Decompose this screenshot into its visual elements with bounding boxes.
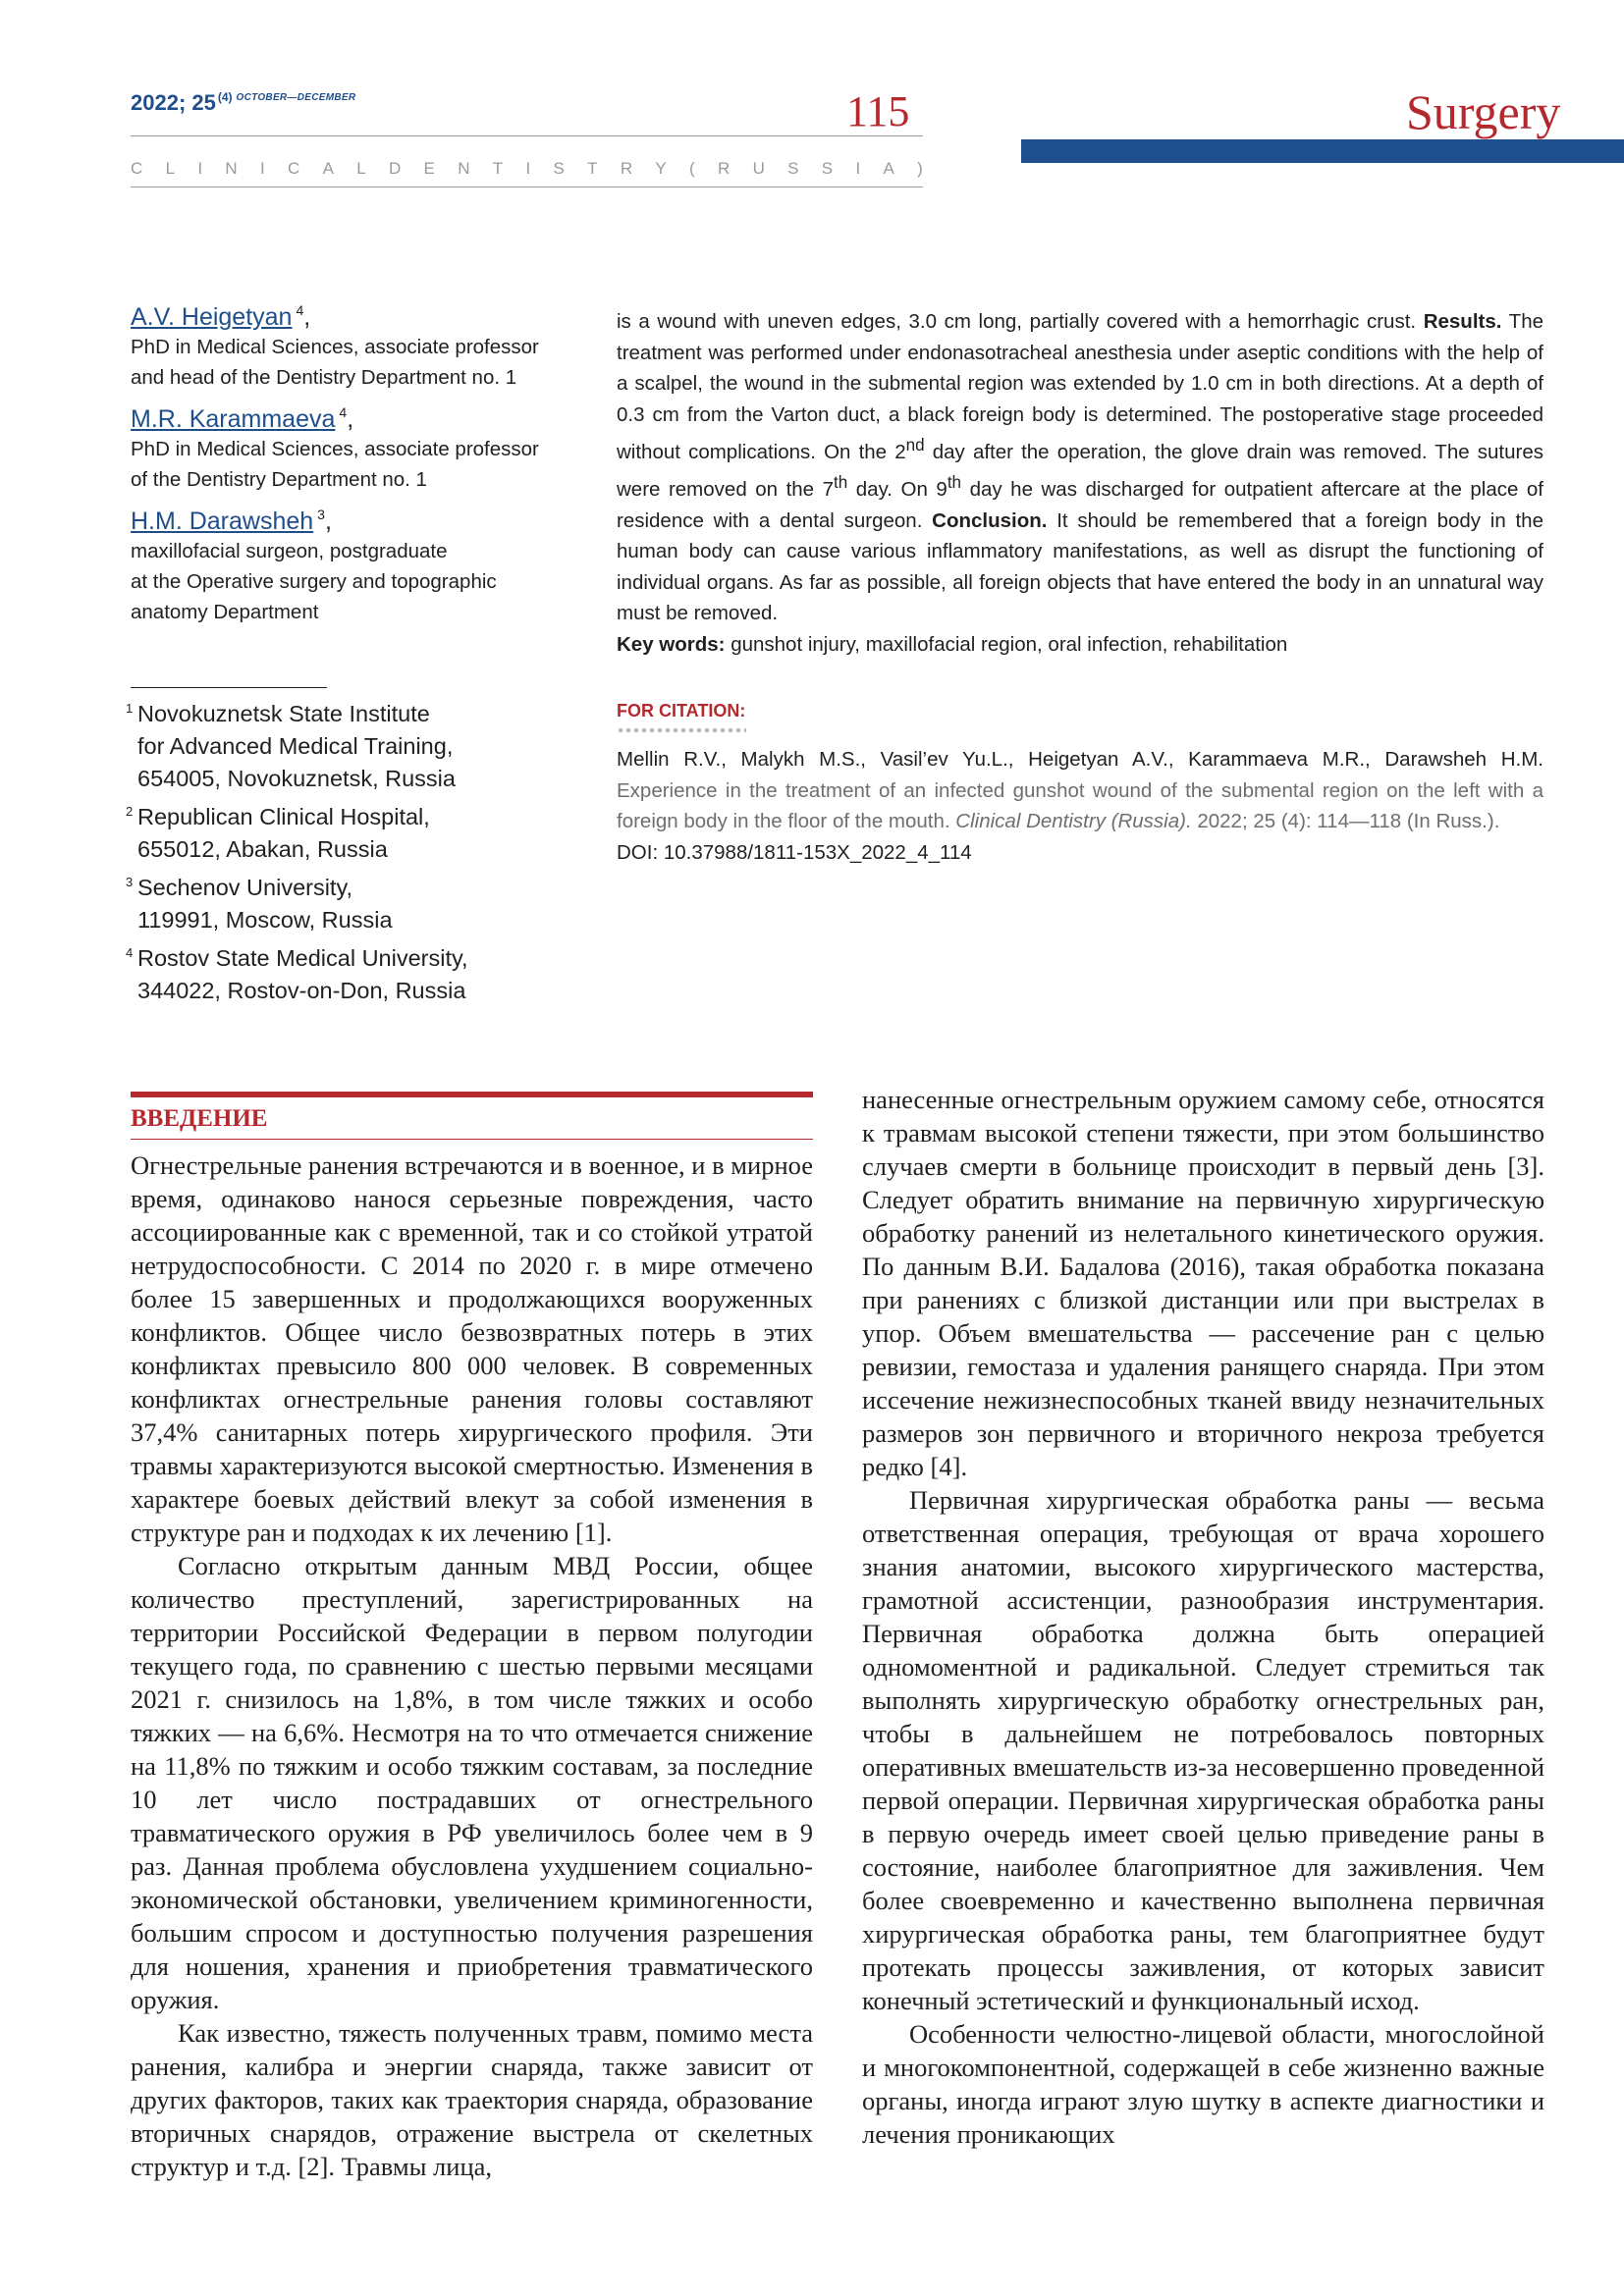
- journal-letter: S: [787, 159, 799, 178]
- journal-letter: C: [287, 159, 300, 178]
- keywords-text: gunshot injury, maxillofacial region, oral infection, rehabilitation: [725, 633, 1288, 656]
- journal-letter: C: [131, 159, 143, 178]
- affiliation-index: 4: [126, 945, 134, 960]
- keywords: [617, 633, 1543, 657]
- year-volume: 2022; 25: [131, 90, 216, 115]
- results-label: Results.: [1423, 310, 1502, 333]
- issue-period: OCTOBER—DECEMBER: [236, 92, 356, 103]
- author-comma: ,: [347, 405, 354, 433]
- author-description: anatomy Department: [131, 601, 319, 623]
- journal-letter: A: [883, 159, 894, 178]
- author-description: and head of the Dentistry Department no. 1: [131, 366, 517, 389]
- affiliation-line: 655012, Abakan, Russia: [137, 836, 388, 862]
- author-affiliation-index: 4: [296, 302, 304, 318]
- journal-letter: S: [821, 159, 834, 178]
- author-description: of the Dentistry Department no. 1: [131, 468, 427, 491]
- journal-letter: S: [553, 159, 565, 178]
- affiliation-index: 2: [126, 804, 134, 819]
- journal-letter: L: [356, 159, 366, 178]
- intro-section-bar: [131, 1092, 813, 1097]
- author-affiliation-index: 4: [339, 404, 348, 420]
- journal-letter: R: [620, 159, 633, 178]
- author-name-link[interactable]: A.V. Heigetyan: [131, 303, 293, 331]
- author-name-link[interactable]: H.M. Darawsheh: [131, 507, 314, 535]
- journal-letter: ): [917, 159, 923, 178]
- body-paragraph: Особенности челюстно-лицевой области, многослойной и многокомпонентной, содержащей в себе жизненно важные органы, иногда играют злую шутку в аспекте диагностики и лечения проникающих: [862, 2019, 1544, 2149]
- journal-name: [131, 159, 923, 179]
- affiliation-index: 3: [126, 875, 134, 889]
- affiliation-line: 119991, Moscow, Russia: [137, 907, 393, 933]
- journal-letter: I: [855, 159, 861, 178]
- author-description: maxillofacial surgeon, postgraduate: [131, 540, 448, 562]
- section-title: Surgery: [1406, 84, 1561, 139]
- affiliation-line: 2 Republican Clinical Hospital,: [126, 795, 518, 833]
- affiliation-line: 3 Sechenov University,: [126, 866, 518, 904]
- body-paragraph: Огнестрельные ранения встречаются и в военное, и в мирное время, одинаково нанося серьезные повреждения, часто ассоциированные как с временной, так и со стойкой утратой нетрудоспособности. С 2014 по 2020 г. в мире отмечено более 15 завершенных и продолжающихся вооруженных конфликтов. Общее число безвозвратных потерь в этих конфликтах превысило 800 000 человек. В современных конфликтах огнестрельные ранения головы составляют 37,4% санитарных потерь хирургического профиля. Эти травмы характеризуются высокой смертностью. Изменения в характере боевых действий влекут за собой изменения в структуре ран и подходах к их лечению [1].: [131, 1150, 813, 1547]
- affiliation-line: 654005, Novokuznetsk, Russia: [137, 766, 456, 791]
- authors-list: [131, 302, 582, 639]
- dotted-divider: [617, 727, 746, 733]
- body-paragraph: Согласно открытым данным МВД России, общее количество преступлений, зарегистрированных на территории Российской Федерации в первом полугодии текущего года, по сравнению с шестью первыми месяцами 2021 г. снизилось на 1,8%, в том числе тяжких и особо тяжких — на 6,6%. Несмотря на то что отмечается снижение на 11,8% по тяжким и особо тяжким составам, за последние 10 лет число пострадавших от огнестрельного травматического оружия в РФ увеличилось более чем в 9 раз. Данная проблема обусловлена ухудшением социально-экономической обстановки, увеличением криминогенности, большим спросом и доступностью получения разрешения для ношения, хранения и приобретения травматического оружия.: [131, 1551, 813, 2014]
- author-comma: ,: [303, 303, 311, 331]
- affiliation-line: 1 Novokuznetsk State Institute: [126, 692, 518, 730]
- citation-title: Experience in the treatment of an infected gunshot wound of the submental region on the left with a foreign body in the floor of the mouth.: [617, 778, 1543, 832]
- author-entry: [131, 507, 582, 627]
- journal-letter: A: [322, 159, 334, 178]
- header-rule-top: [131, 135, 923, 136]
- intro-heading-rule: [131, 1139, 813, 1140]
- author-name-link[interactable]: M.R. Karammaeva: [131, 405, 336, 433]
- body-paragraph: нанесенные огнестрельным оружием самому себе, относятся к травмам высокой степени тяжести, при этом большинство случаев смерти в больнице происходит в первый день [3]. Следует обратить внимание на первичную хирургическую обработку ранений из нелетального кинетического оружия. По данным В.И. Бадалова (2016), такая обработка показана при ранениях с близкой дистанции или при выстрелах в упор. Объем вмешательства — рассечение ран с целью ревизии, гемостаза и удаления ранящего снаряда. При этом иссечение нежизнеспособных тканей ввиду незначительных размеров зон первичного и вторичного некроза требуется редко [4].: [862, 1085, 1544, 1481]
- citation-heading: FOR CITATION:: [617, 701, 746, 721]
- citation-doi: DOI: 10.37988/1811-153X_2022_4_114: [617, 840, 972, 864]
- citation-details: 2022; 25 (4): 114—118 (In Russ.).: [1191, 810, 1500, 832]
- journal-letter: (: [689, 159, 695, 178]
- author-comma: ,: [324, 507, 332, 535]
- body-paragraph: Первичная хирургическая обработка раны — весьма ответственная операция, требующая от врача хорошего знания анатомии, высокого хирургического мастерства, грамотной ассистенции, разнообразия инструментария. Первичная обработка должна быть операцией одномоментной и радикальной. Следует стремиться так выполнять хирургическую обработку огнестрельных ран, чтобы в дальнейшем не потребовалось повторных оперативных вмешательств из-за несовершенно проведенной первой операции. Первичная хирургическая обработка раны в первую очередь имеет своей целью приведение раны в состояние, наиболее благоприятное для заживления. Чем более своевременно и качественно выполнена первичная хирургическая обработка раны, тем благоприятнее будут протекать процессы заживления, от которых зависит конечный эстетический и функциональный исход.: [862, 1485, 1544, 2015]
- journal-letter: T: [587, 159, 598, 178]
- page-number: 115: [846, 87, 910, 135]
- abstract-text: is a wound with uneven edges, 3.0 cm long, partially covered with a hemorrhagic crust. Results. The treatment was performed under endonasotracheal anesthesia under aseptic conditions with the help of a scalpel, the wound in the submental region was extended by 1.0 cm in both directions. At a depth of 0.3 cm from the Varton duct, a black foreign body is determined. The postoperative stage proceeded without complications. On the 2nd day after the operation, the glove drain was removed. The sutures were removed on the 7th day. On 9th day he was discharged for outpatient aftercare at the place of residence with a dental surgeon. Conclusion. It should be remembered that a foreign body in the human body can cause various inflammatory manifestations, as well as disrupt the functioning of individual organs. As far as possible, all foreign objects that have entered the body in an unnatural way must be removed.: [617, 310, 1543, 625]
- affiliation-divider: [131, 687, 327, 688]
- intro-heading: ВВЕДЕНИЕ: [131, 1105, 268, 1132]
- journal-letter: E: [423, 159, 435, 178]
- journal-letter: D: [388, 159, 402, 178]
- journal-letter: N: [225, 159, 238, 178]
- author-description: PhD in Medical Sciences, associate professor: [131, 438, 539, 460]
- author-description: PhD in Medical Sciences, associate professor: [131, 336, 539, 358]
- journal-letter: U: [752, 159, 765, 178]
- affiliation-line: 4 Rostov State Medical University,: [126, 936, 518, 975]
- body-column-left: [131, 1148, 813, 2183]
- affiliations-list: [126, 692, 518, 1007]
- journal-letter: N: [458, 159, 470, 178]
- citation-journal: Clinical Dentistry (Russia).: [955, 810, 1192, 832]
- affiliation-index: 1: [126, 701, 134, 716]
- journal-letter: Y: [655, 159, 667, 178]
- body-column-right: [862, 1083, 1544, 2151]
- issue-number: (4): [217, 90, 233, 104]
- journal-letter: I: [525, 159, 531, 178]
- affiliation-line: for Advanced Medical Training,: [137, 733, 454, 759]
- conclusion-label: Conclusion.: [932, 508, 1048, 532]
- citation-text: [617, 744, 1543, 868]
- journal-letter: I: [197, 159, 203, 178]
- author-description: at the Operative surgery and topographic: [131, 570, 497, 593]
- body-paragraph: Как известно, тяжесть полученных травм, помимо места ранения, калибра и энергии снаряда, также зависит от других факторов, таких как траектория снаряда, образование вторичных снарядов, отражение выстрела от скелетных структур и т.д. [2]. Травмы лица,: [131, 2018, 813, 2181]
- affiliation-line: 344022, Rostov-on-Don, Russia: [137, 978, 466, 1003]
- citation-authors: Mellin R.V., Malykh M.S., Vasil’ev Yu.L., Heigetyan A.V., Karammaeva M.R., Darawsheh H.M.: [617, 748, 1543, 771]
- journal-letter: T: [492, 159, 504, 178]
- section-color-bar: [1021, 139, 1624, 163]
- issue-info: [131, 90, 355, 116]
- author-affiliation-index: 3: [317, 507, 325, 522]
- journal-letter: I: [259, 159, 265, 178]
- journal-letter: R: [718, 159, 731, 178]
- author-entry: [131, 404, 582, 495]
- keywords-label: Key words:: [617, 633, 726, 656]
- journal-letter: L: [165, 159, 176, 178]
- author-entry: [131, 302, 582, 393]
